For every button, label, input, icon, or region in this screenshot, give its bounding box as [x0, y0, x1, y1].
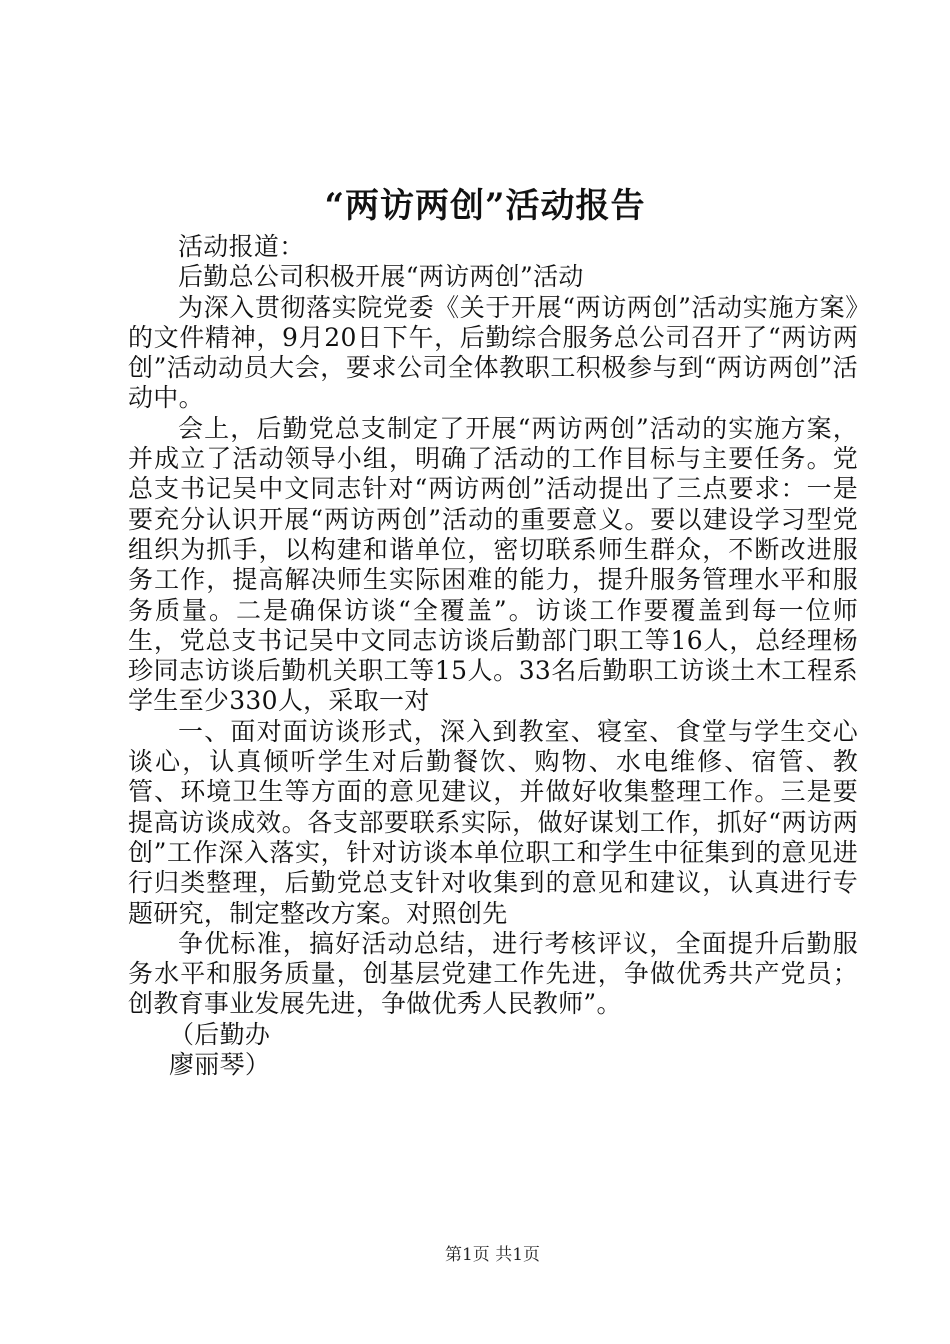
page-footer: 第1页 共1页 — [444, 1245, 541, 1265]
paragraph-headline: 后勤总公司积极开展“两访两创”活动 — [178, 262, 584, 292]
paragraph-interviews: 一、面对面访谈形式，深入到教室、寝室、食堂与学生交心谈心，认真倾听学生对后勤餐饮、购物、水电维修、宿管、教管、环境卫生等方面的意见建议，并做好收集整理工作。三是要提高访谈成效。各支部要联系实际，做好谋划工作，抓好“两访两创”工作深入落实，针对访谈本单位职工和学生中征集到的意见进行归类整理，后勤党总支针对收集到的意见和建议，认真进行专题研究，制定整改方案。对照创先 — [128, 716, 858, 928]
signature-department: （后勤办 — [169, 1019, 271, 1049]
signature-author: 廖丽琴） — [169, 1050, 271, 1080]
paragraph-intro: 为深入贯彻落实院党委《关于开展“两访两创”活动实施方案》的文件精神，9月20日下午，后勤综合服务总公司召开了“两访两创”活动动员大会，要求公司全体教职工积极参与到“两访两创”活动中。 — [128, 292, 858, 413]
paragraph-conclusion: 争优标准，搞好活动总结，进行考核评议，全面提升后勤服务水平和服务质量，创基层党建工作先进，争做优秀共产党员；创教育事业发展先进，争做优秀人民教师”。 — [128, 928, 858, 1019]
document-body — [128, 232, 858, 1080]
document-title: “两访两创”活动报告 — [324, 186, 646, 226]
paragraph-report-label: 活动报道： — [178, 232, 305, 261]
paragraph-meeting: 会上，后勤党总支制定了开展“两访两创”活动的实施方案，并成立了活动领导小组，明确了活动的工作目标与主要任务。党总支书记吴中文同志针对“两访两创”活动提出了三点要求：一是要充分认识开展“两访两创”活动的重要意义。要以建设学习型党组织为抓手，以构建和谐单位，密切联系师生群众，不断改进服务工作，提高解决师生实际困难的能力，提升服务管理水平和服务质量。二是确保访谈“全覆盖”。访谈工作要覆盖到每一位师生，党总支书记吴中文同志访谈后勤部门职工等16人，总经理杨珍同志访谈后勤机关职工等15人。33名后勤职工访谈土木工程系学生至少330人，采取一对 — [128, 413, 858, 716]
